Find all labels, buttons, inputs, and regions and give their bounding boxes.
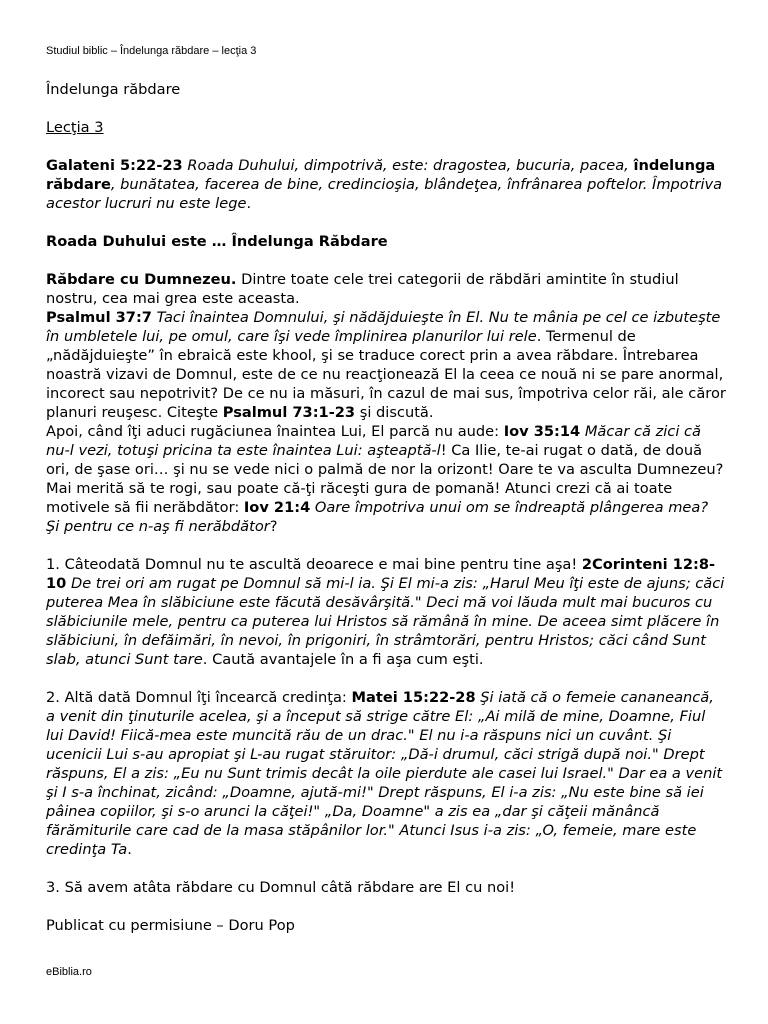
psalm73-ref: Psalmul 73:1-23 (222, 404, 356, 421)
rabdare-text-1: Dintre toate cele trei categorii de răbdări amintite în studiul nostru, cea mai grea este aceasta. (46, 271, 679, 307)
rabdare-text-3: şi discută. (355, 404, 434, 421)
rabdare-lead: Răbdare cu Dumnezeu. (46, 271, 237, 288)
page-footer: eBiblia.ro (46, 966, 92, 978)
galateni-text-1: Roada Duhului, dimpotrivă, este: dragostea, bucuria, pacea, (182, 157, 634, 174)
iov35-ref: Iov 35:14 (503, 423, 581, 440)
galateni-text-2: , bunătatea, facerea de bine, credincioşia, blândeţea, înfrânarea poftelor. Împotriva acestor lucruri nu este lege (46, 176, 723, 212)
rabdare-paragraph (46, 270, 726, 422)
matei-ref: Matei 15:22-28 (351, 689, 476, 706)
section-heading (46, 232, 726, 251)
apoi-text-2: ! Ca Ilie, te-ai rugat o dată, de două ori, de şase ori… şi nu se vede nici o palmă de nor la orizont! Oare te va asculta Dumnezeu? Mai merită să te rogi, sau poate că-ţi răceşti gura de pomană! Atunci crezi că ai toate motivele să fii nerăbdător: (46, 442, 724, 516)
rabdare-text-2: . Termenul de „nădăjduieşte” în ebraică este khool, şi se traduce corect prin a avea răbdare. Întrebarea noastră vizavi de Domnul, este de ce nu reacţionează El la ceea ce nouă ni se pare anormal, incorect sau nepotrivit? De ce nu ia măsuri, în cazul de mai sus, împotriva celor răi, ale căror planuri reuşesc. Citeşte (46, 328, 726, 421)
galateni-text-3: . (246, 195, 252, 212)
iov21-text: Oare împotriva unui om se îndreaptă plângerea mea? Şi pentru ce n-aş fi nerăbdător (46, 499, 709, 535)
section-heading-text: Roada Duhului este … Îndelunga Răbdare (46, 233, 388, 250)
psalm37-text: Taci înaintea Domnului, şi nădăjduieşte în El. Nu te mânia pe cel ce izbuteşte în umbletele lui, pe omul, care îşi vede împlinirea planurilor lui rele (46, 309, 721, 345)
point-1-paragraph (46, 555, 726, 669)
point-2-text-2: . (127, 841, 132, 858)
apoi-text-3: ? (269, 518, 278, 535)
point-1-text-2: . Caută avantajele în a fi aşa cum eşti. (202, 651, 484, 668)
galateni-bold: îndelunga răbdare (46, 157, 716, 193)
iov21-ref: Iov 21:4 (243, 499, 311, 516)
publicat-line: Publicat cu permisiune – Doru Pop (46, 917, 295, 934)
point-1-text-1: 1. Câteodată Domnul nu te ascultă deoarece e mai bine pentru tine aşa! (46, 556, 582, 573)
apoi-paragraph (46, 422, 726, 536)
point-2-paragraph (46, 688, 726, 859)
document-title: Îndelunga răbdare (46, 81, 181, 98)
galateni-paragraph (46, 156, 726, 213)
document-body (46, 80, 726, 954)
psalm37-ref: Psalmul 37:7 (46, 309, 152, 326)
point-2-text-1: 2. Altă dată Domnul îţi încearcă credinţa: (46, 689, 352, 706)
iov35-text: Măcar că zici că nu-l vezi, totuşi pricina ta este înaintea Lui: aşteaptă-l (46, 423, 701, 459)
apoi-text-1: Apoi, când îţi aduci rugăciunea înaintea Lui, El parcă nu aude: (46, 423, 504, 440)
page-header: Studiul biblic – Îndelunga răbdare – lecţia 3 (46, 45, 257, 57)
matei-quote: Şi iată că o femeie cananeancă, a venit din ţinuturile acelea, şi a început să strige către El: „Ai milă de mine, Doamne, Fiul lui David! Fiică-mea este muncită rău de un drac." El nu i-a răspuns nici un cuvânt. Şi ucenicii Lui s-au apropiat şi L-au rugat stăruitor: „Dă-i drumul, căci strigă după noi." Drept răspuns, El a zis: „Eu nu Sunt trimis decât la oile pierdute ale casei lui Israel." Dar ea a venit şi I s-a închinat, zicând: „Doamne, ajută-mi!" Drept răspuns, El i-a zis: „Nu este bine să iei pâinea copiilor, şi s-o arunci la căţei!" „Da, Doamne" a zis ea „dar şi căţeii mănâncă fărămiturile care cad de la masa stăpânilor lor." Atunci Isus i-a zis: „O, femeie, mare este credinţa Ta (46, 689, 723, 858)
corinteni-ref: 2Corinteni 12:8-10 (46, 556, 716, 592)
corinteni-quote: De trei ori am rugat pe Domnul să mi-l ia. Şi El mi-a zis: „Harul Meu îţi este de ajuns; căci puterea Mea în slăbiciune este făcută desăvârşită." Deci mă voi lăuda mult mai bucuros cu slăbiciunile mele, pentru ca puterea lui Hristos să rămână în mine. De aceea simt plăcere în slăbiciuni, în defăimări, în nevoi, în prigoniri, în strâmtorări, pentru Hristos; căci când Sunt slab, atunci Sunt tare (46, 575, 725, 668)
point-3-paragraph: 3. Să avem atâta răbdare cu Domnul câtă răbdare are El cu noi! (46, 879, 516, 896)
lesson-heading: Lecţia 3 (46, 119, 104, 136)
galateni-ref: Galateni 5:22-23 (46, 157, 183, 174)
